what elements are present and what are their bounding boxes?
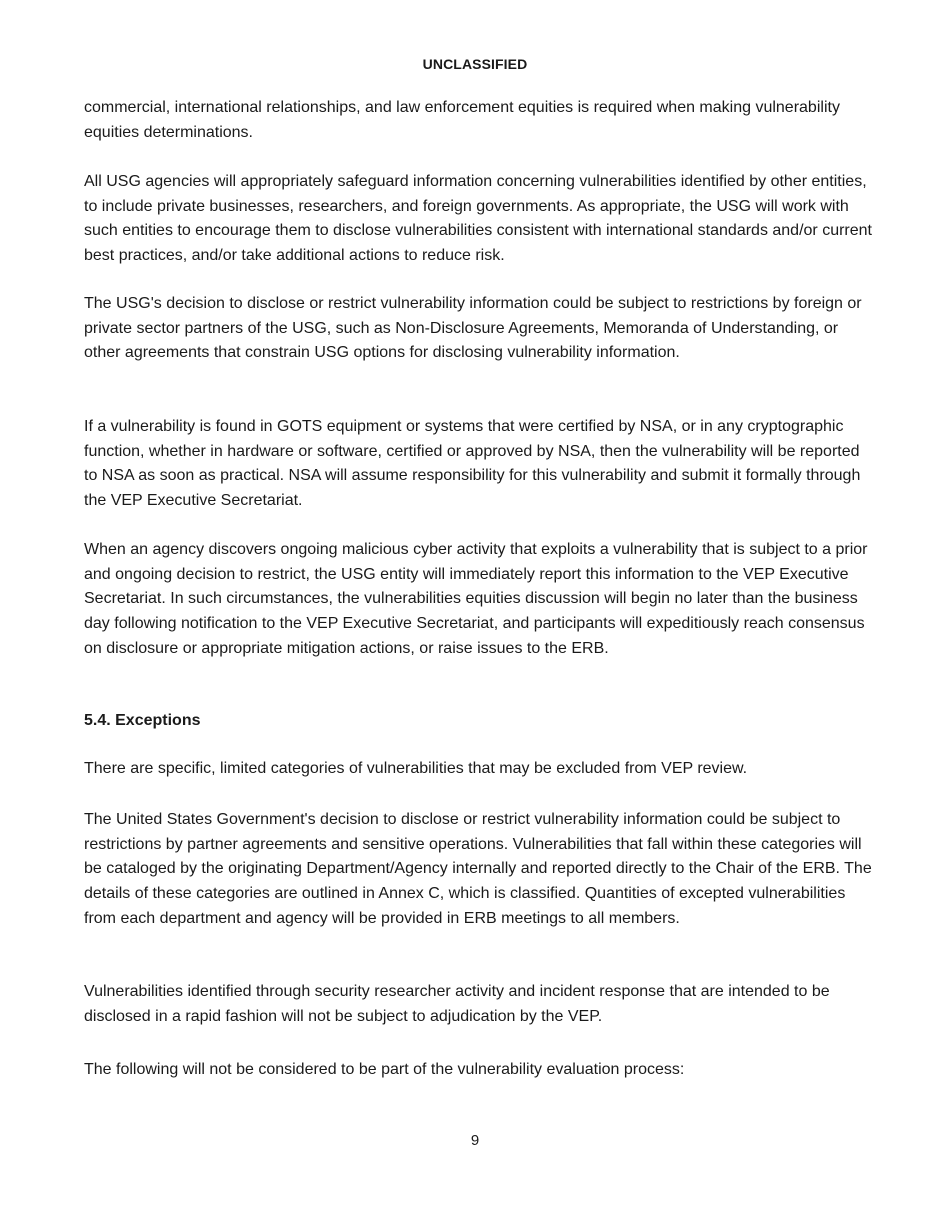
- classification-header: UNCLASSIFIED: [422, 56, 528, 72]
- paragraph-malicious-activity: When an agency discovers ongoing malicious cyber activity that exploits a vulnerability that is subject to a prior and ongoing decision to restrict, the USG entity will immediately report this information to the VEP Executive Secretariat. In such circumstances, the vulnerabilities equities discussion will begin no later than the business day following notification to the VEP Executive Secretariat, and participants will expeditiously reach consensus on disclosure or appropriate mitigation actions, or raise issues to the ERB.: [84, 541, 868, 657]
- paragraph-exception-categories: There are specific, limited categories of vulnerabilities that may be excluded from VEP review.: [84, 760, 748, 777]
- section-heading-exceptions: 5.4. Exceptions: [84, 712, 201, 729]
- paragraph-researcher-activity: Vulnerabilities identified through security researcher activity and incident response that are intended to be disclosed in a rapid fashion will not be subject to adjudication by the VEP.: [84, 983, 830, 1025]
- paragraph-partner-restrictions: The USG's decision to disclose or restrict vulnerability information could be subject to restrictions by foreign or private sector partners of the USG, such as Non-Disclosure Agreements, Memoranda of Understanding, or other agreements that constrain USG options for disclosing vulnerability information.: [84, 295, 862, 362]
- paragraph-usg-decision: The United States Government's decision to disclose or restrict vulnerability information could be subject to restrictions by partner agreements and sensitive operations. Vulnerabilities that fall within these categories will be cataloged by the originating Department/Agency internally and reported directly to the Chair of the ERB. The details of these categories are outlined in Annex C, which is classified. Quantities of excepted vulnerabilities from each department and agency will be provided in ERB meetings to all members.: [84, 811, 872, 927]
- paragraph-safeguard-information: All USG agencies will appropriately safeguard information concerning vulnerabilities identified by other entities, to include private businesses, researchers, and foreign governments. As appropriate, the USG will work with such entities to encourage them to disclose vulnerabilities consistent with international standards and/or current best practices, and/or take additional actions to reduce risk.: [84, 173, 872, 265]
- paragraph-not-considered: The following will not be considered to be part of the vulnerability evaluation process:: [84, 1061, 685, 1078]
- paragraph-equities-determinations: commercial, international relationships, and law enforcement equities is required when making vulnerability equities determinations.: [84, 99, 840, 141]
- page-number: 9: [470, 1132, 480, 1149]
- paragraph-gots-nsa: If a vulnerability is found in GOTS equipment or systems that were certified by NSA, or in any cryptographic function, whether in hardware or software, certified or approved by NSA, then the vulnerability will be reported to NSA as soon as practical. NSA will assume responsibility for this vulnerability and submit it formally through the VEP Executive Secretariat.: [84, 418, 861, 510]
